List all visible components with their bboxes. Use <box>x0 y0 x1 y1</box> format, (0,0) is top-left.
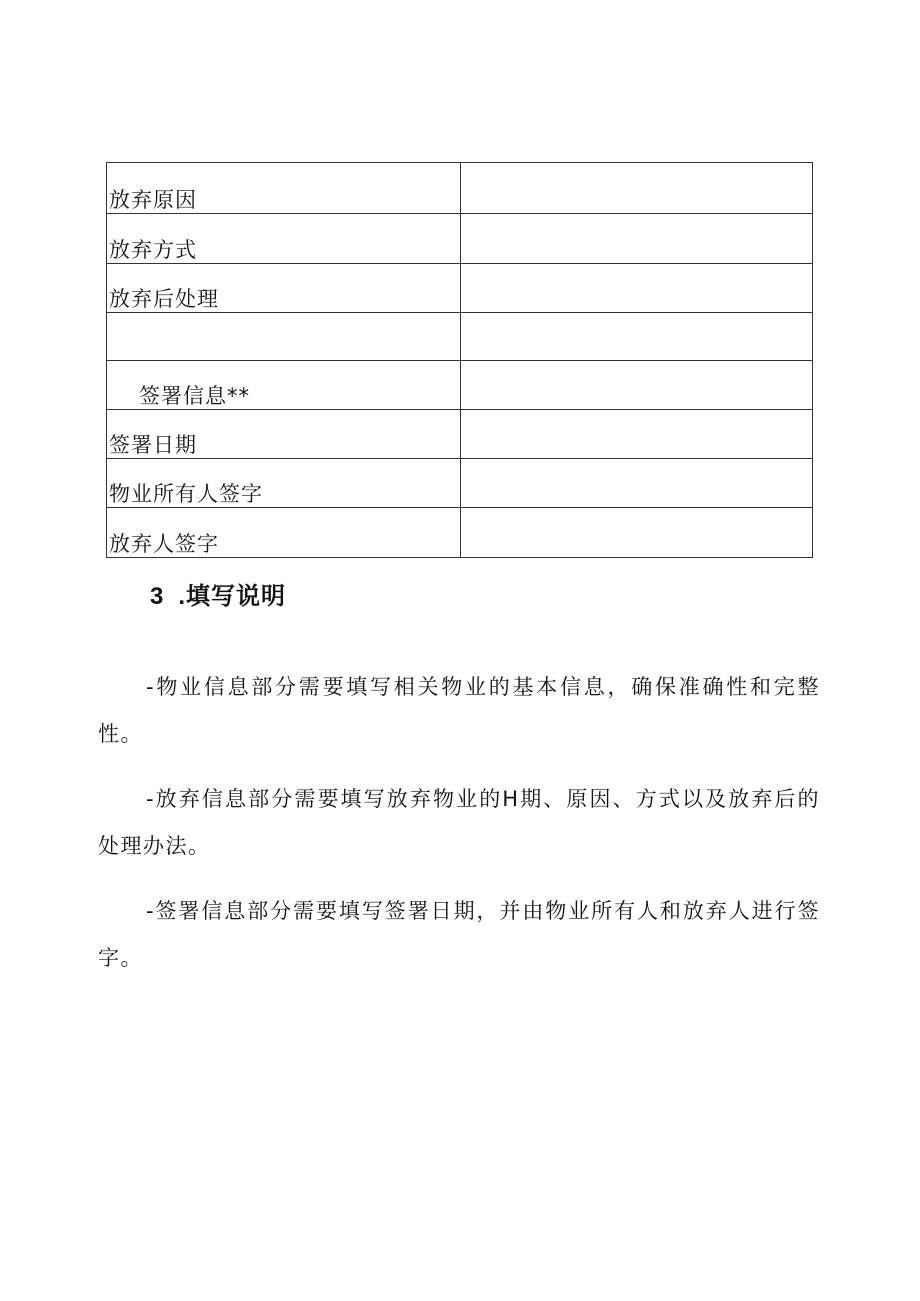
row-label <box>107 313 461 361</box>
row-label: 放弃方式 <box>107 214 461 264</box>
instruction-paragraph: -签署信息部分需要填写签署日期，并由物业所有人和放弃人进行签字。 <box>98 899 820 970</box>
table-row <box>107 508 813 558</box>
row-value-field[interactable] <box>461 361 813 410</box>
row-label: 放弃后处理 <box>107 264 461 313</box>
row-value-field[interactable] <box>461 264 813 313</box>
instruction-paragraph: -放弃信息部分需要填写放弃物业的H期、原因、方式以及放弃后的处理办法。 <box>98 787 820 858</box>
section-title: .填写说明 <box>178 583 287 610</box>
table-row <box>107 410 813 459</box>
table-row <box>107 264 813 313</box>
table-row <box>107 214 813 264</box>
row-value-field[interactable] <box>461 313 813 361</box>
row-value-field[interactable] <box>461 508 813 558</box>
row-label: 放弃人签字 <box>107 508 461 558</box>
section-number: 3 <box>150 583 165 610</box>
table-row <box>107 163 813 214</box>
section-heading <box>150 576 286 611</box>
table-row <box>107 459 813 508</box>
row-label: 签署日期 <box>107 410 461 459</box>
instructions-body <box>98 664 820 1000</box>
instruction-paragraph: -物业信息部分需要填写相关物业的基本信息，确保准确性和完整性。 <box>98 675 820 746</box>
table-row <box>107 361 813 410</box>
row-value-field[interactable] <box>461 214 813 264</box>
table-row <box>107 313 813 361</box>
row-label: 签署信息** <box>107 361 461 410</box>
row-value-field[interactable] <box>461 163 813 214</box>
row-label: 放弃原因 <box>107 163 461 214</box>
row-value-field[interactable] <box>461 459 813 508</box>
row-value-field[interactable] <box>461 410 813 459</box>
abandonment-form-table <box>106 162 813 558</box>
row-label: 物业所有人签字 <box>107 459 461 508</box>
